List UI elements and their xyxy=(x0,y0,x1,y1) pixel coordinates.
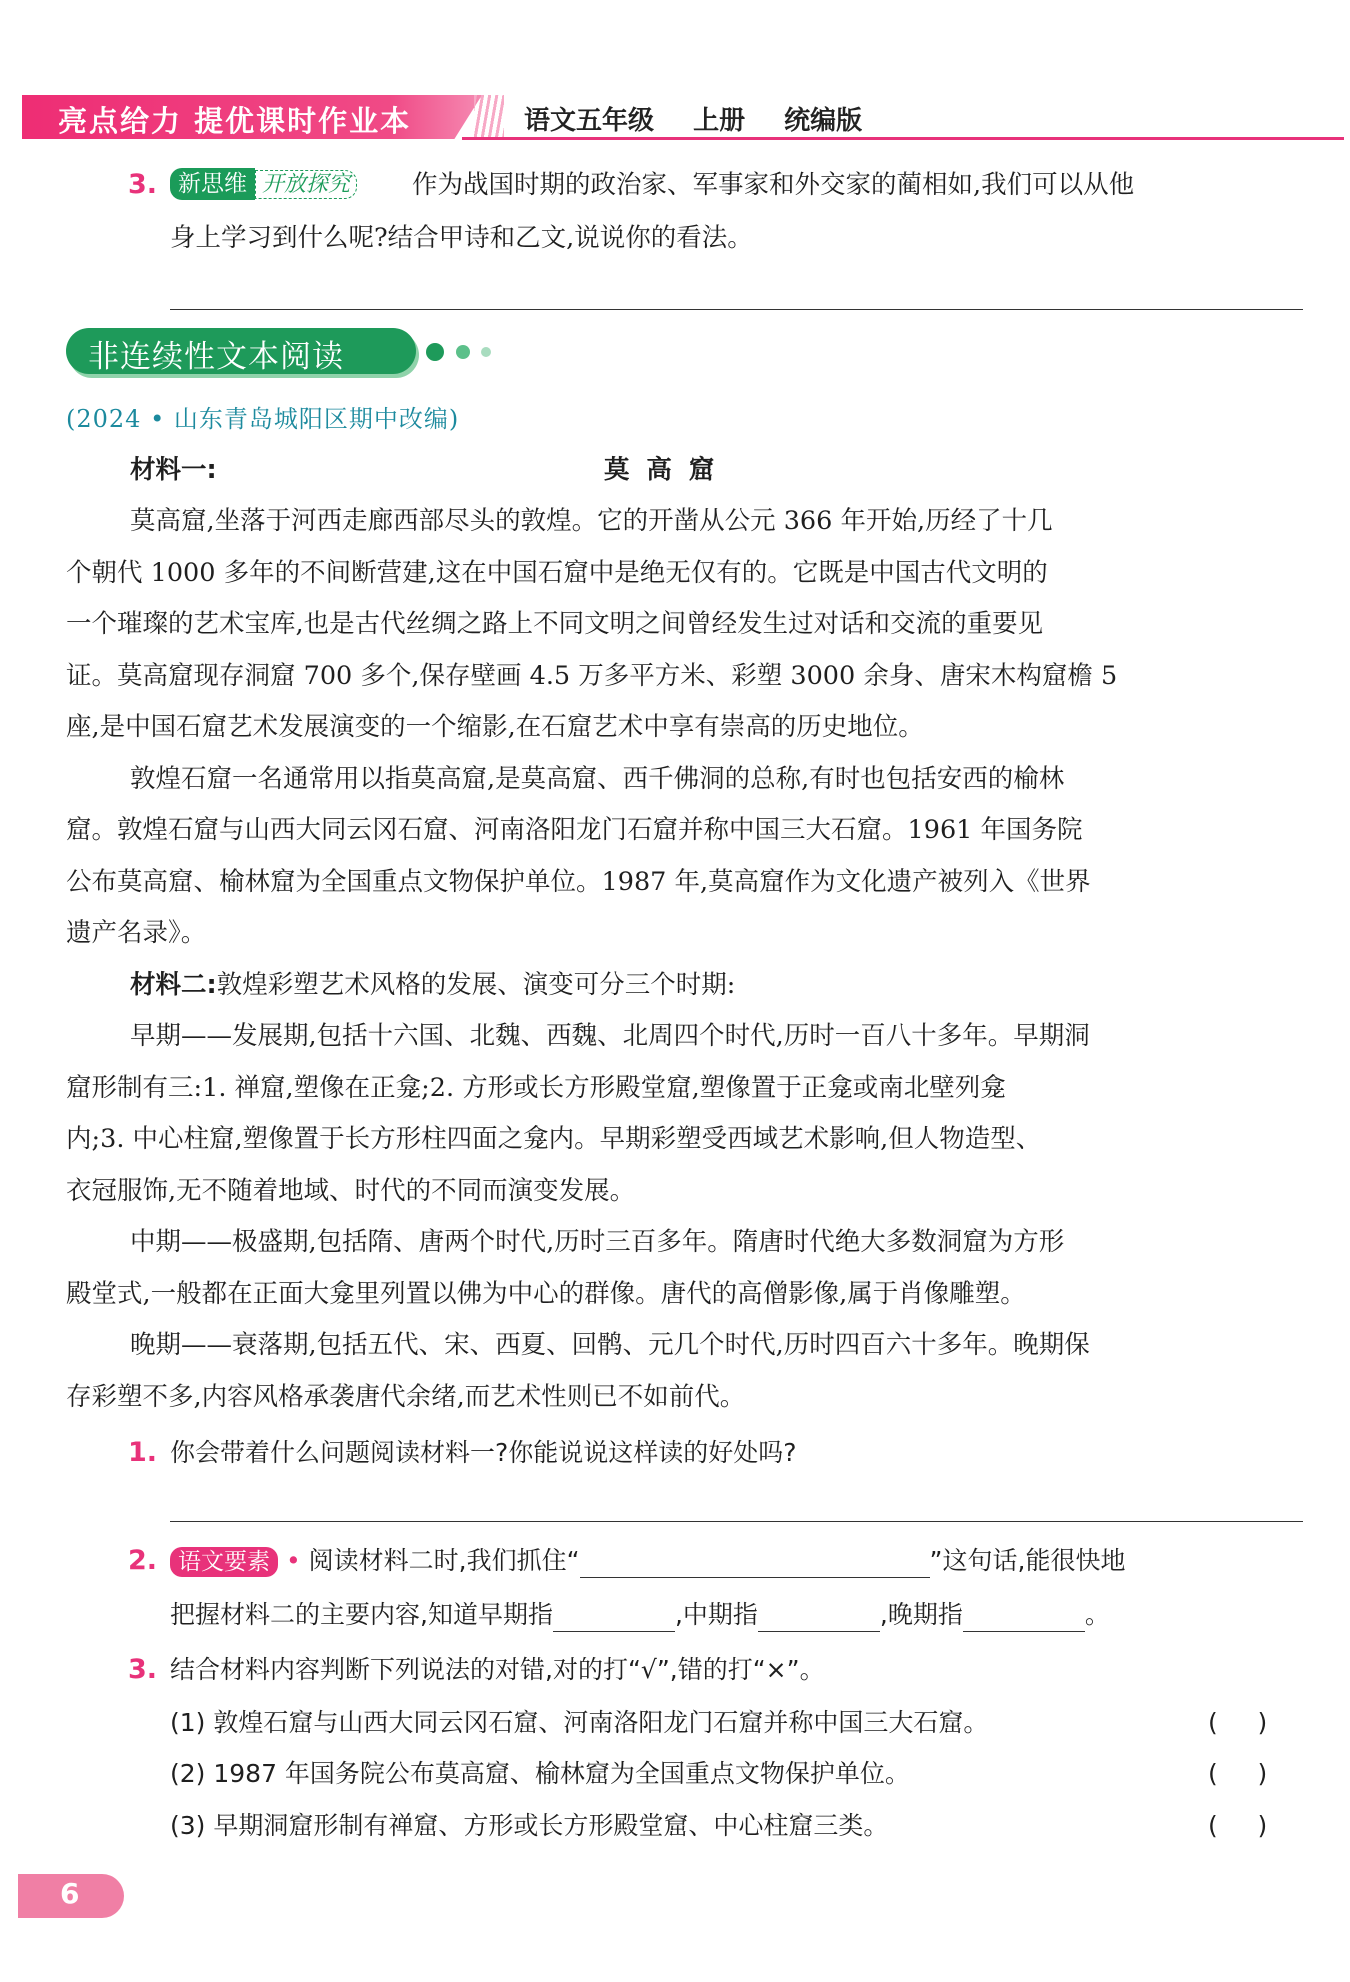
question-text: 作为战国时期的政治家、军事家和外交家的蔺相如,我们可以从他 xyxy=(412,170,1135,200)
paragraph-line: 窟形制有三:1. 禅窟,塑像在正龛;2. 方形或长方形殿堂窟,塑像置于正龛或南北壁列龛 xyxy=(66,1073,1006,1103)
question-number: 3. xyxy=(128,1654,158,1685)
page-number: 6 xyxy=(60,1877,80,1910)
paragraph-line: 敦煌石窟一名通常用以指莫高窟,是莫高窟、西千佛洞的总称,有时也包括安西的榆林 xyxy=(130,764,1065,794)
question-text: 身上学习到什么呢?结合甲诗和乙文,说说你的看法。 xyxy=(170,223,753,253)
judgement-item: (2) 1987 年国务院公布莫高窟、榆林窟为全国重点文物保护单位。 xyxy=(170,1759,910,1788)
question-text: 你会带着什么问题阅读材料一?你能说说这样读的好处吗? xyxy=(170,1438,797,1467)
decorative-dot xyxy=(456,345,470,359)
paragraph-line: 座,是中国石窟艺术发展演变的一个缩影,在石窟艺术中享有崇高的历史地位。 xyxy=(66,712,924,742)
header-rule xyxy=(462,137,1344,140)
question-tag xyxy=(170,168,357,202)
paragraph-line: 莫高窟,坐落于河西走廊西部尽头的敦煌。它的开凿从公元 366 年开始,历经了十几 xyxy=(130,506,1053,536)
question-text: 结合材料内容判断下列说法的对错,对的打“√”,错的打“×”。 xyxy=(170,1655,825,1684)
question-number: 2. xyxy=(128,1545,158,1576)
paragraph-line: 殿堂式,一般都在正面大龛里列置以佛为中心的群像。唐代的高僧影像,属于肖像雕塑。 xyxy=(66,1279,1026,1309)
decorative-dot xyxy=(481,347,491,357)
material-title: 莫 高 窟 xyxy=(604,455,719,485)
question-text-part: ”这句话,能很快地 xyxy=(929,1546,1126,1575)
paragraph-line: 晚期——衰落期,包括五代、宋、西夏、回鹘、元几个时代,历时四百六十多年。晚期保 xyxy=(130,1330,1090,1360)
series-title: 亮点给力 提优课时作业本 xyxy=(58,104,412,138)
judgement-item: (3) 早期洞窟形制有禅窟、方形或长方形殿堂窟、中心柱窟三类。 xyxy=(170,1811,889,1840)
paragraph-line: 窟。敦煌石窟与山西大同云冈石窟、河南洛阳龙门石窟并称中国三大石窟。1961 年国务院 xyxy=(66,815,1083,845)
volume: 上册 xyxy=(693,106,746,136)
answer-line[interactable] xyxy=(170,309,1303,310)
question-text-part: ,中期指 xyxy=(674,1600,758,1629)
answer-parentheses[interactable]: ( ) xyxy=(1208,1759,1268,1788)
material-label: 材料一: xyxy=(130,455,217,485)
fill-blank[interactable] xyxy=(580,1551,930,1578)
judgement-item: (1) 敦煌石窟与山西大同云冈石窟、河南洛阳龙门石窟并称中国三大石窟。 xyxy=(170,1708,989,1737)
source-note: (2024 • 山东青岛城阳区期中改编) xyxy=(66,405,460,433)
paragraph-line: 遗产名录》。 xyxy=(66,918,207,948)
fill-blank[interactable] xyxy=(963,1605,1085,1632)
book-info xyxy=(524,100,892,137)
paragraph-line: 个朝代 1000 多年的不间断营建,这在中国石窟中是绝无仅有的。它既是中国古代文明的 xyxy=(66,558,1048,588)
material-label: 材料二: xyxy=(130,970,217,1000)
section-title: 非连续性文本阅读 xyxy=(88,339,344,375)
answer-parentheses[interactable]: ( ) xyxy=(1208,1811,1268,1840)
subject-grade: 语文五年级 xyxy=(524,106,655,136)
tag-new-thinking: 新思维 xyxy=(170,168,255,200)
material-intro-text: 敦煌彩塑艺术风格的发展、演变可分三个时期: xyxy=(216,970,736,1000)
page-header xyxy=(22,95,1322,139)
tag-language-element: 语文要素 xyxy=(170,1547,278,1577)
page-number-tab xyxy=(18,1874,124,1918)
paragraph-line: 公布莫高窟、榆林窟为全国重点文物保护单位。1987 年,莫高窟作为文化遗产被列入《世界 xyxy=(66,867,1091,897)
material-intro xyxy=(130,968,735,1002)
question-number: 3. xyxy=(128,169,158,200)
paragraph-line: 中期——极盛期,包括隋、唐两个时代,历时三百多年。隋唐时代绝大多数洞窟为方形 xyxy=(130,1227,1065,1257)
answer-line[interactable] xyxy=(170,1521,1303,1522)
edition: 统编版 xyxy=(784,106,863,136)
question-text-part: ,晚期指 xyxy=(879,1600,963,1629)
paragraph-line: 早期——发展期,包括十六国、北魏、西魏、北周四个时代,历时一百八十多年。早期洞 xyxy=(130,1021,1090,1051)
paragraph-line: 内;3. 中心柱窟,塑像置于长方形柱四面之龛内。早期彩塑受西域艺术影响,但人物造型、 xyxy=(66,1124,1042,1154)
question-text-part: 把握材料二的主要内容,知道早期指 xyxy=(170,1600,553,1629)
fill-blank[interactable] xyxy=(553,1605,675,1632)
paragraph-line: 衣冠服饰,无不随着地域、时代的不同而演变发展。 xyxy=(66,1176,636,1206)
paragraph-line: 证。莫高窟现存洞窟 700 多个,保存壁画 4.5 万多平方米、彩塑 3000 余身、唐宋木构窟檐 5 xyxy=(66,661,1118,691)
paragraph-line: 存彩塑不多,内容风格承袭唐代余绪,而艺术性则已不如前代。 xyxy=(66,1382,746,1412)
question-text xyxy=(170,1598,1110,1632)
fill-blank[interactable] xyxy=(758,1605,880,1632)
question-text: 语文要素 • 阅读材料二时,我们抓住“ ”这句话,能很快地 xyxy=(170,1544,1125,1578)
header-stripe-decoration xyxy=(474,95,504,139)
paragraph-line: 一个璀璨的艺术宝库,也是古代丝绸之路上不同文明之间曾经发生过对话和交流的重要见 xyxy=(66,609,1044,639)
question-text-part: 。 xyxy=(1084,1600,1110,1629)
answer-parentheses[interactable]: ( ) xyxy=(1208,1708,1268,1737)
section-header xyxy=(66,328,416,374)
tag-open-inquiry: 开放探究 xyxy=(255,170,357,199)
decorative-dot xyxy=(426,343,444,361)
question-text-part: 阅读材料二时,我们抓住“ xyxy=(308,1546,580,1575)
question-number: 1. xyxy=(128,1437,158,1468)
